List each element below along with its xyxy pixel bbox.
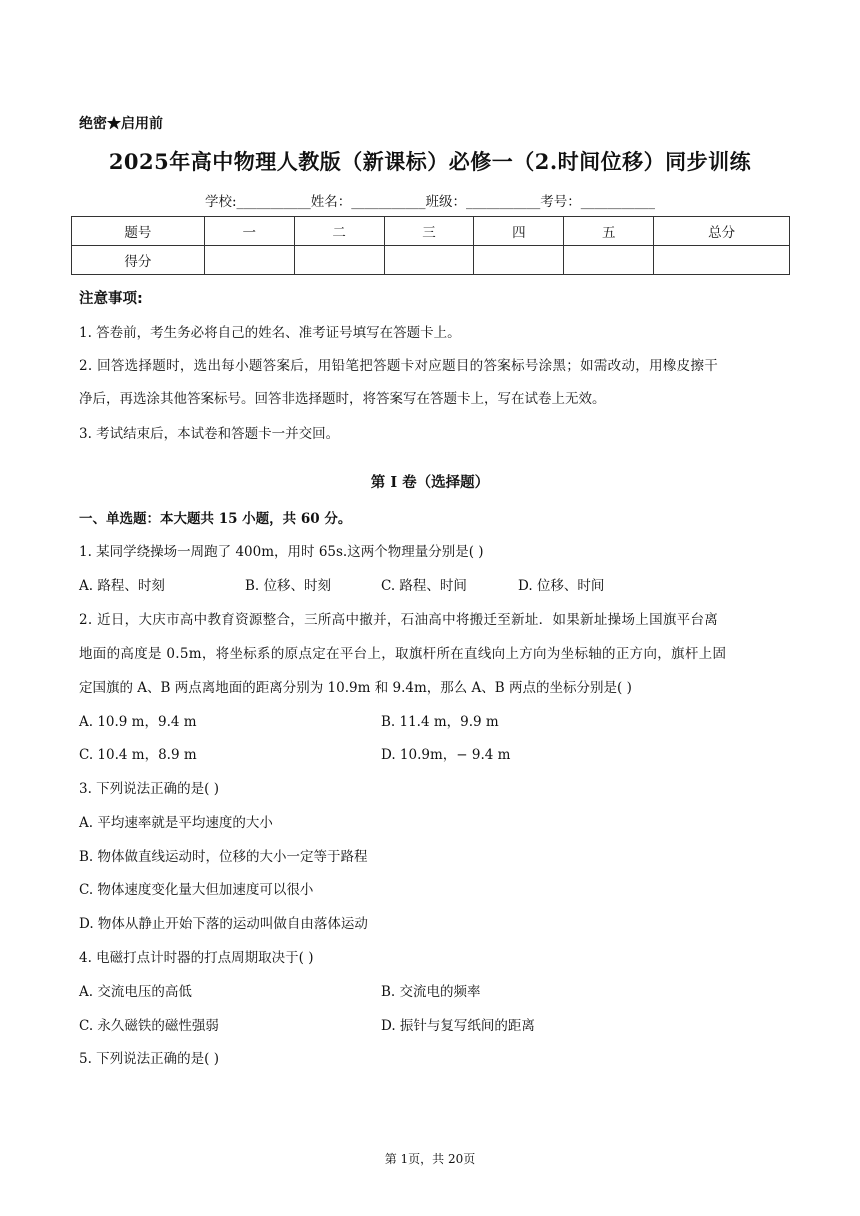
option-a: A. 10.9 m，9.4 m [79,714,197,730]
option-b: B. 物体做直线运动时，位移的大小一定等于路程 [79,849,368,865]
option-a: A. 路程、时刻 [79,578,165,594]
table-cell: 题号 [72,217,205,246]
option-d: D. 振针与复写纸间的距离 [381,1018,535,1034]
question-stem: 5. 下列说法正确的是( ) [79,1051,219,1067]
note-item: 2. 回答选择题时，选出每小题答案后，用铅笔把答题卡对应题目的答案标号涂黑；如需改动，用橡皮擦干 [79,358,719,374]
table-cell: 五 [564,217,654,246]
question-stem: 1. 某同学绕操场一周跑了 400m，用时 65s.这两个物理量分别是( ) [79,544,484,560]
confidential-mark: 绝密★启用前 [79,116,163,132]
score-cell [564,246,654,275]
question-stem: 2. 近日，大庆市高中教育资源整合，三所高中撤并，石油高中将搬迁至新址．如果新址操场上国旗平台离 [79,612,719,628]
score-table-score-row [72,246,790,275]
note-item: 3. 考试结束后，本试卷和答题卡一并交回。 [79,426,340,442]
option-c: C. 物体速度变化量大但加速度可以很小 [79,882,314,898]
score-cell [654,246,790,275]
note-item: 净后，再选涂其他答案标号。回答非选择题时，将答案写在答题卡上，写在试卷上无效。 [79,391,606,407]
score-table [71,216,790,275]
option-c: C. 永久磁铁的磁性强弱 [79,1018,219,1034]
score-cell [384,246,474,275]
table-cell: 二 [294,217,384,246]
option-a: A. 平均速率就是平均速度的大小 [79,815,273,831]
score-table-header-row [72,217,790,246]
table-cell: 四 [474,217,564,246]
student-info-line: 学校:___________姓名：___________班级：___________考号：___________ [204,194,656,210]
question-stem: 地面的高度是 0.5m，将坐标系的原点定在平台上，取旗杆所在直线向上方向为坐标轴的正方向，旗杆上固 [79,646,727,662]
question-stem: 3. 下列说法正确的是( ) [79,781,219,797]
option-d: D. 10.9m，− 9.4 m [381,747,511,763]
table-cell: 总分 [654,217,790,246]
section-title: 第 I 卷（选择题） [370,474,490,491]
option-c: C. 路程、时间 [381,578,467,594]
option-b: B. 位移、时刻 [245,578,332,594]
score-cell [204,246,294,275]
score-cell [474,246,564,275]
page-title: 2025年高中物理人教版（新课标）必修一（2.时间位移）同步训练 [108,149,752,174]
note-item: 1. 答卷前，考生务必将自己的姓名、准考证号填写在答题卡上。 [79,325,461,341]
question-stem: 4. 电磁打点计时器的打点周期取决于( ) [79,950,314,966]
table-cell: 一 [204,217,294,246]
score-cell [294,246,384,275]
table-cell: 得分 [72,246,205,275]
option-b: B. 交流电的频率 [381,984,481,1000]
option-b: B. 11.4 m，9.9 m [381,714,499,730]
page-number: 第 1页，共 20页 [384,1152,476,1166]
notes-heading: 注意事项: [79,291,143,307]
option-d: D. 位移、时间 [518,578,605,594]
option-c: C. 10.4 m，8.9 m [79,747,197,763]
question-stem: 定国旗的 A、B 两点离地面的距离分别为 10.9m 和 9.4m，那么 A、B 两点的坐标分别是( ) [79,680,632,696]
option-a: A. 交流电压的高低 [79,984,192,1000]
table-cell: 三 [384,217,474,246]
option-d: D. 物体从静止开始下落的运动叫做自由落体运动 [79,916,368,932]
part-heading: 一、单选题：本大题共 15 小题，共 60 分。 [79,511,352,527]
